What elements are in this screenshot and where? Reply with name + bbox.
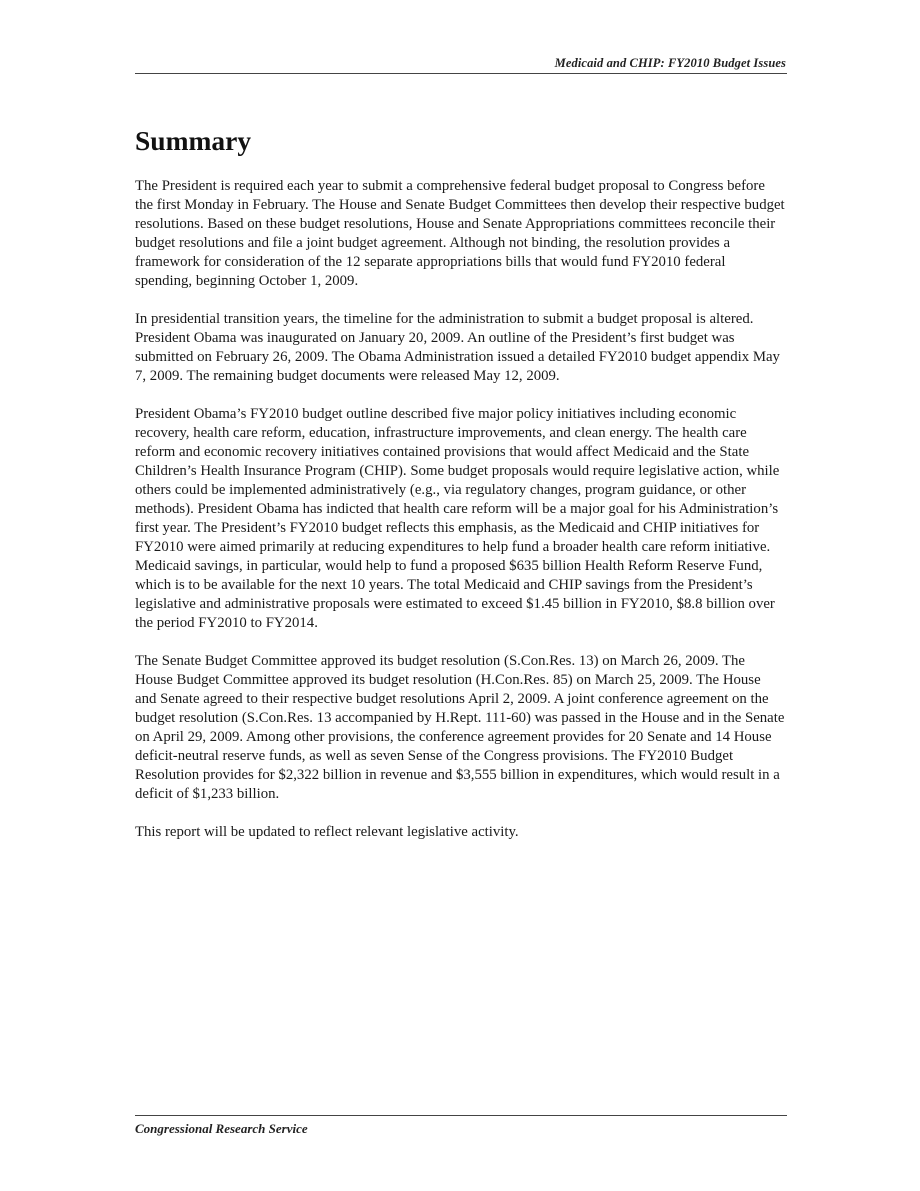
paragraph-budget-process: The President is required each year to submit a comprehensive federal budget proposal to Congress before the first Monday in February. The House and Senate Budget Committees then develop their respective budget resolutions. Based on these budget resolutions, House and Senate Appropriations committees reconcile their budget resolutions and file a joint budget agreement. Although not binding, the resolution provides a framework for consideration of the 12 separate appropriations bills that would fund FY2010 federal spending, beginning October 1, 2009. bbox=[135, 178, 785, 289]
running-header-title: Medicaid and CHIP: FY2010 Budget Issues bbox=[554, 56, 786, 70]
paragraph-budget-resolutions: The Senate Budget Committee approved its budget resolution (S.Con.Res. 13) on March 26, 2009. The House Budget Committee approved its budget resolution (H.Con.Res. 85) on March 25, 2009. The House and Senate agreed to their respective budget resolutions April 2, 2009. A joint conference agreement on the budget resolution (S.Con.Res. 13 accompanied by H.Rept. 111-60) was passed in the House and in the Senate on April 29, 2009. Among other provisions, the conference agreement provides for 20 Senate and 14 House deficit-neutral reserve funds, as well as seven Sense of the Congress provisions. The FY2010 Budget Resolution provides for $2,322 billion in revenue and $3,555 billion in expenditures, which would result in a deficit of $1,233 billion. bbox=[135, 653, 785, 802]
paragraph-policy-initiatives: President Obama’s FY2010 budget outline described five major policy initiatives including economic recovery, health care reform, education, infrastructure improvements, and clean energy. The health care reform and economic recovery initiatives contained provisions that would affect Medicaid and the State Children’s Health Insurance Program (CHIP). Some budget proposals would require legislative action, while others could be implemented administratively (e.g., via regulatory changes, program guidance, or other methods). President Obama has indicted that health care reform will be a major goal for his Administration’s first year. The President’s FY2010 budget reflects this emphasis, as the Medicaid and CHIP initiatives for FY2010 were aimed primarily at reducing expenditures to help fund a broader health care reform initiative. Medicaid savings, in particular, would help to fund a proposed $635 billion Health Reform Reserve Fund, which is to be available for the next 10 years. The total Medicaid and CHIP savings from the President’s legislative and administrative proposals were estimated to exceed $1.45 billion in FY2010, $8.8 billion over the period FY2010 to FY2014. bbox=[135, 406, 780, 631]
section-heading: Summary bbox=[135, 125, 252, 156]
paragraph-update-note: This report will be updated to reflect relevant legislative activity. bbox=[135, 824, 519, 840]
footer-organization: Congressional Research Service bbox=[135, 1121, 308, 1136]
paragraph-transition-years: In presidential transition years, the timeline for the administration to submit a budget proposal is altered. President Obama was inaugurated on January 20, 2009. An outline of the President’s first budget was submitted on February 26, 2009. The Obama Administration issued a detailed FY2010 budget appendix May 7, 2009. The remaining budget documents were released May 12, 2009. bbox=[135, 311, 780, 384]
footer-rule bbox=[135, 1115, 787, 1116]
summary-body bbox=[135, 177, 785, 861]
header-rule bbox=[135, 73, 787, 74]
